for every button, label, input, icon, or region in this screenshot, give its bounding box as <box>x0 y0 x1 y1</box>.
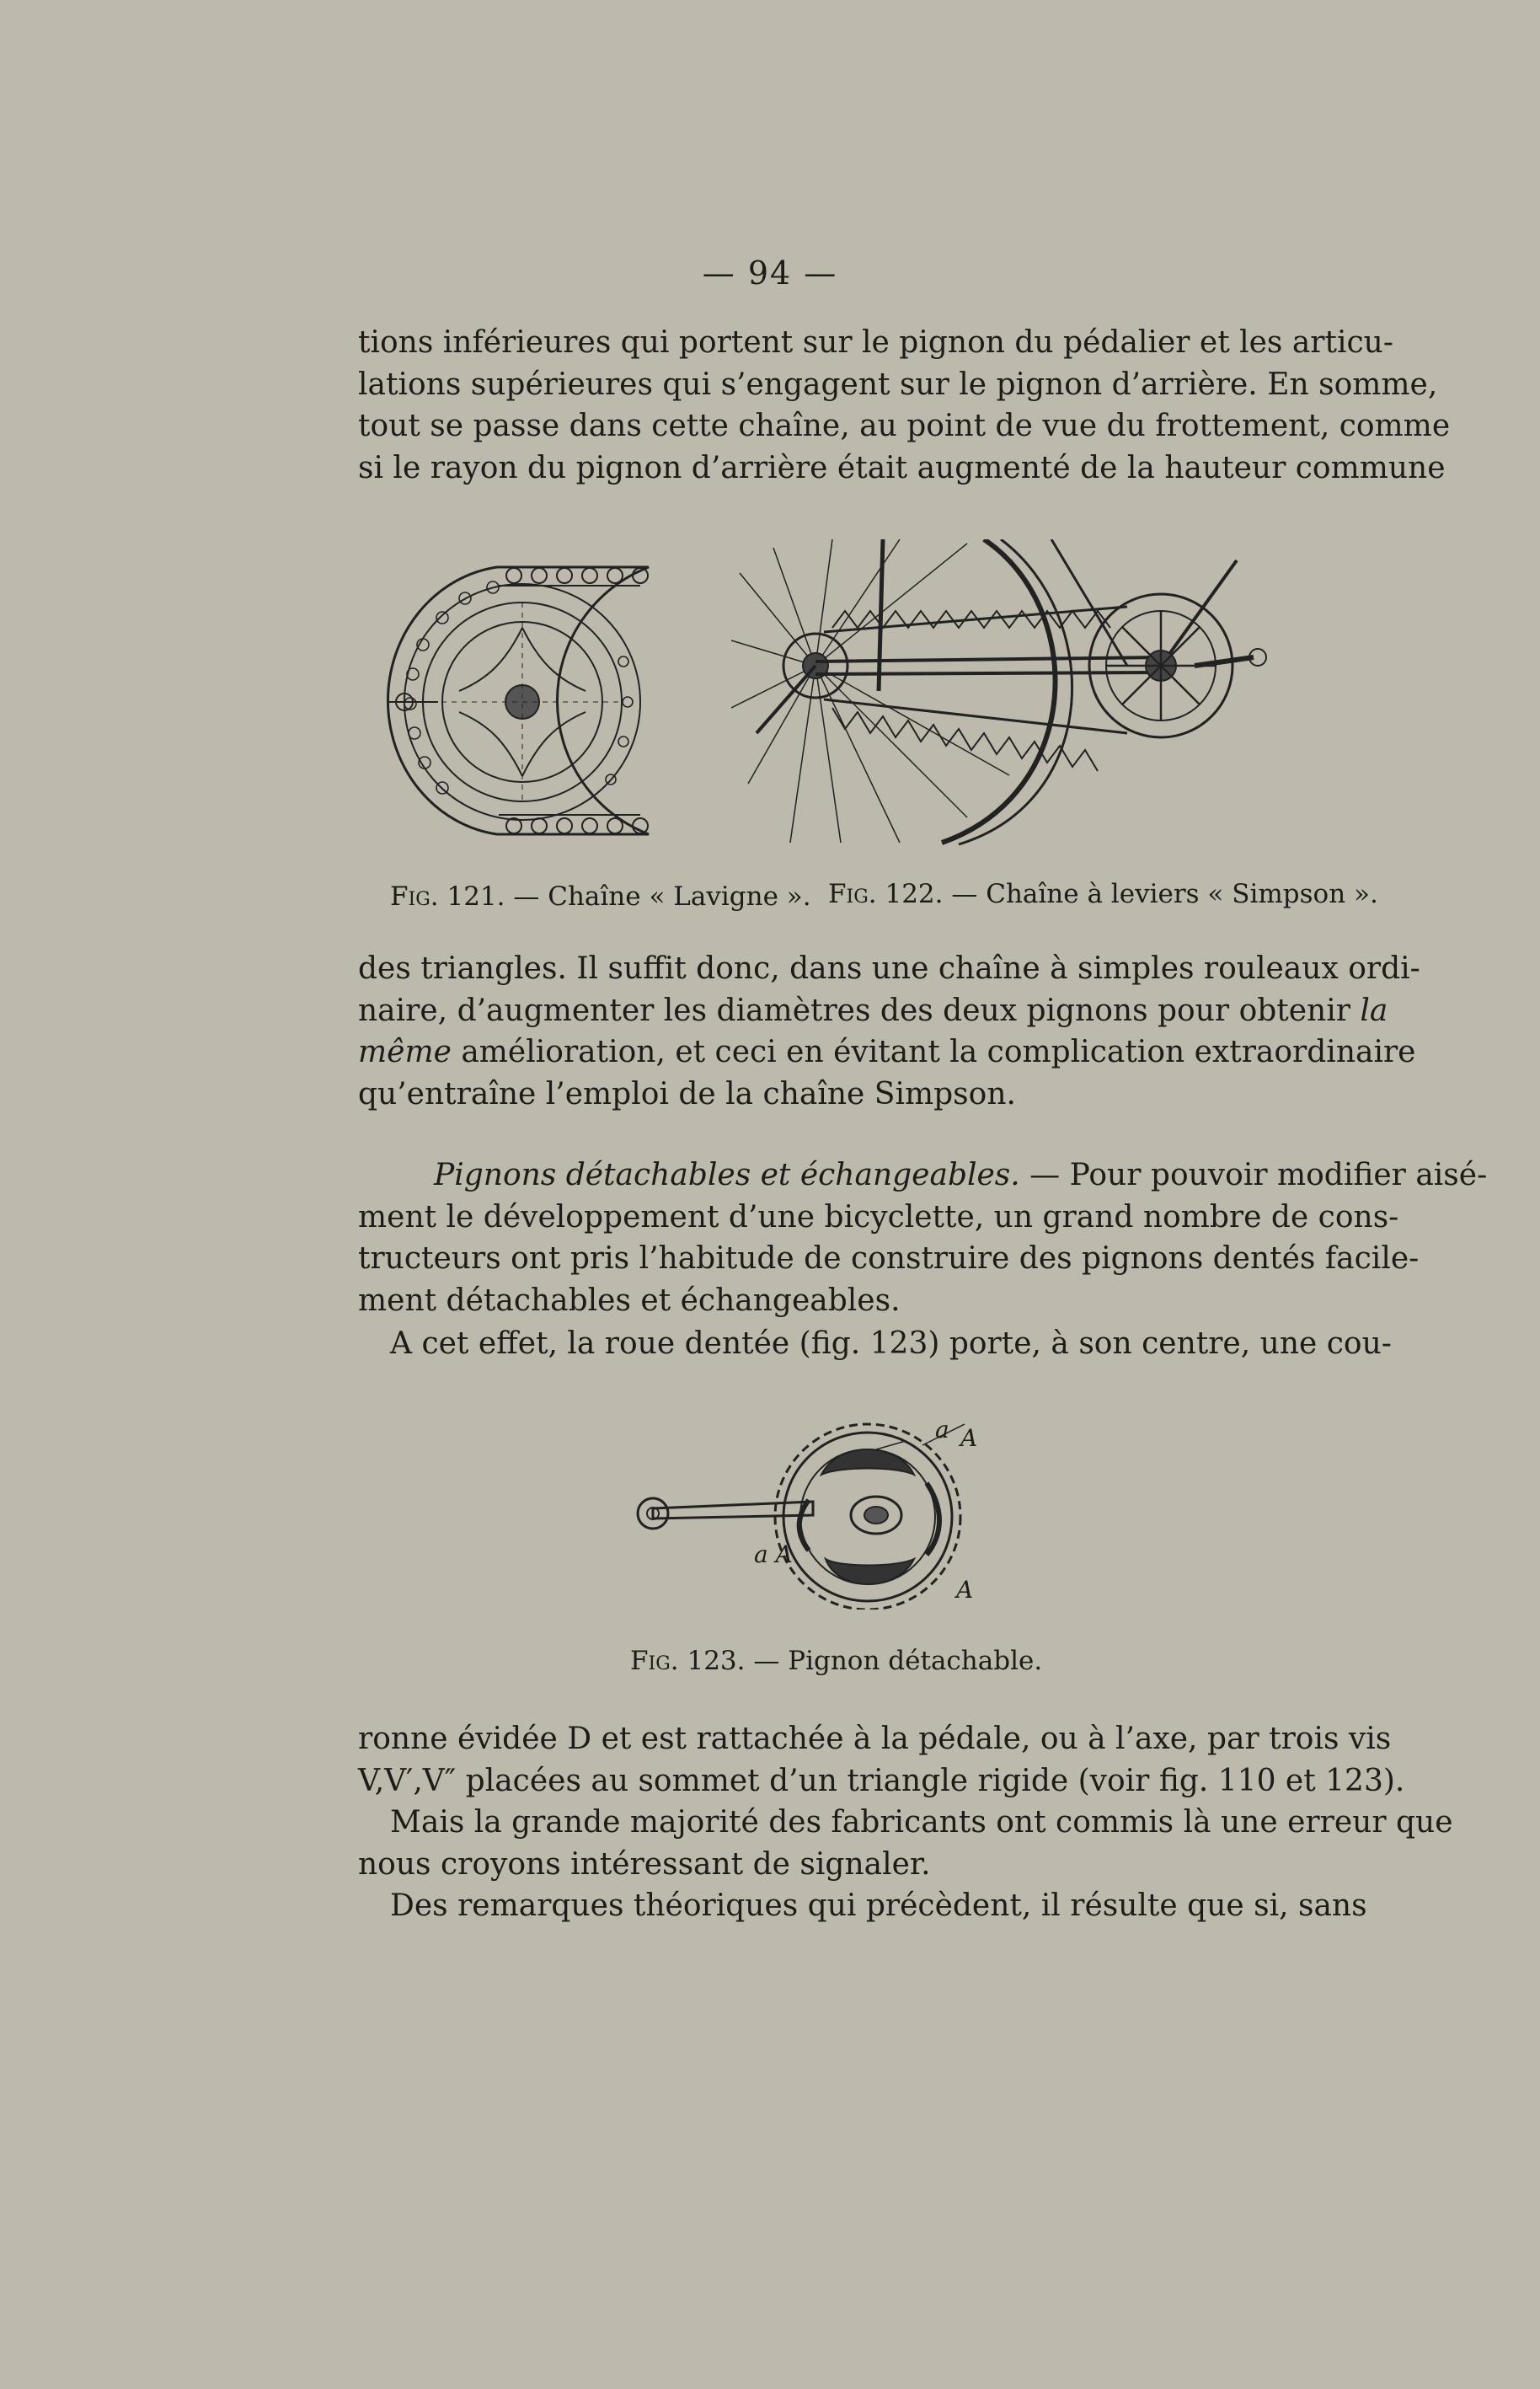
figure-label: a A <box>754 1540 793 1568</box>
paragraph-6 <box>358 1802 1453 1885</box>
page-number: — 94 — <box>702 254 838 292</box>
text-line: des triangles. Il suffit donc, dans une chaîne à simples rouleaux ordi- <box>358 951 1420 986</box>
italic-span: même <box>358 1035 452 1069</box>
text-line: Mais la grande majorité des fabricants ont commis là une erreur que <box>390 1805 1453 1840</box>
text-span: — Pour pouvoir modifier aisé- <box>1019 1158 1488 1192</box>
text-line: A cet effet, la roue dentée (fig. 123) porte, à son centre, une cou- <box>390 1326 1392 1361</box>
text-span: amélioration, et ceci en évitant la complication extraordinaire <box>451 1035 1416 1069</box>
figure-label: A <box>960 1424 978 1452</box>
paragraph-7 <box>358 1885 1367 1927</box>
paragraph-2 <box>358 948 1420 1115</box>
text-line <box>358 1031 1416 1074</box>
figure-number: Fig. 123. <box>630 1646 746 1676</box>
text-line: si le rayon du pignon d’arrière était augmenté de la hauteur commune <box>358 450 1446 485</box>
text-line: lations supérieures qui s’engagent sur le pignon d’arrière. En somme, <box>358 367 1438 402</box>
text-line <box>358 990 1388 1032</box>
caption-text: — Pignon détachable. <box>753 1646 1043 1676</box>
figure-122-simpson-chain <box>731 539 1279 851</box>
paragraph-5 <box>358 1718 1405 1802</box>
figure-label: a <box>935 1416 949 1444</box>
text-line: tout se passe dans cette chaîne, au point de vue du frottement, comme <box>358 409 1451 443</box>
paragraph-3 <box>358 1154 1488 1321</box>
figure-123-caption <box>630 1646 1042 1676</box>
figure-number: Fig. 122. <box>828 879 944 909</box>
italic-span: la <box>1360 993 1388 1028</box>
figure-number: Fig. 121. <box>390 881 505 912</box>
text-line: ronne évidée D et est rattachée à la pédale, ou à l’axe, par trois vis <box>358 1722 1392 1756</box>
text-line: Des remarques théoriques qui précèdent, il résulte que si, sans <box>390 1888 1367 1923</box>
paragraph-4 <box>358 1323 1392 1365</box>
figure-121-lavigne-chain <box>371 552 708 847</box>
text-line: tions inférieures qui portent sur le pignon du pédalier et les articu- <box>358 325 1394 360</box>
text-line: qu’entraîne l’emploi de la chaîne Simpson. <box>358 1076 1016 1111</box>
text-line: ment le développement d’une bicyclette, un grand nombre de cons- <box>358 1199 1399 1235</box>
caption-text: — Chaîne « Lavigne ». <box>513 881 811 912</box>
section-heading: Pignons détachables et échangeables. <box>434 1158 1020 1192</box>
text-line: ment détachables et échangeables. <box>358 1283 901 1318</box>
figure-121-caption <box>390 881 811 912</box>
caption-text: — Chaîne à leviers « Simpson ». <box>951 879 1378 909</box>
text-line: tructeurs ont pris l’habitude de construire des pignons dentés facile- <box>358 1241 1420 1276</box>
text-line: nous croyons intéressant de signaler. <box>358 1846 931 1882</box>
figure-label: A <box>956 1576 974 1604</box>
text-line: V,V′,V″ placées au sommet d’un triangle rigide (voir fig. 110 et 123). <box>358 1763 1405 1798</box>
figure-122-caption <box>828 879 1378 909</box>
text-span: naire, d’augmenter les diamètres des deux pignons pour obtenir <box>358 993 1361 1028</box>
text-line <box>358 1154 1488 1197</box>
paragraph-1 <box>358 322 1451 489</box>
